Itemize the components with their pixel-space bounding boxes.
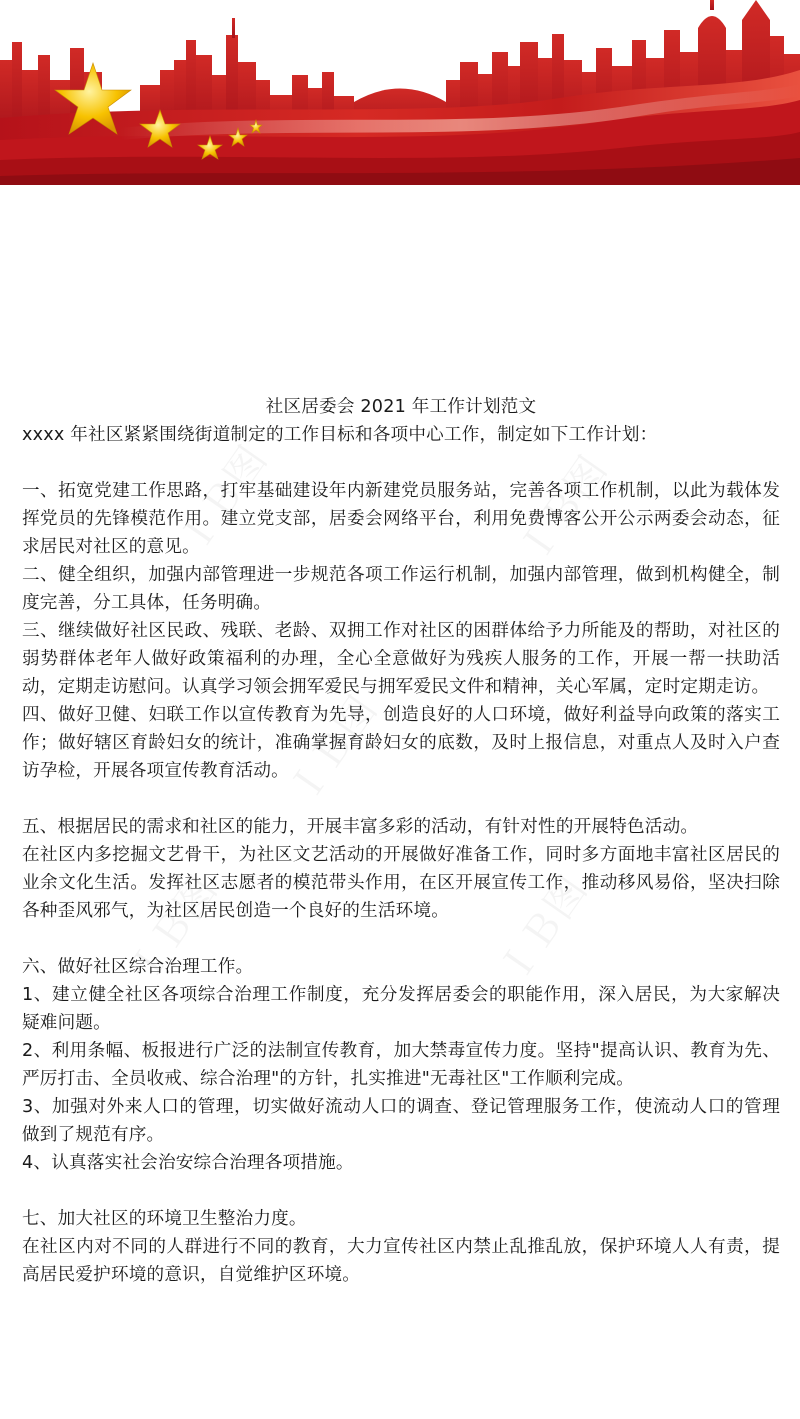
section-4-paragraph: 四、做好卫健、妇联工作以宣传教育为先导，创造良好的人口环境，做好利益导向政策的落实工作；做好辖区育龄妇女的统计，准确掌握育龄妇女的底数，及时上报信息，对重点人及时入户查访孕检，开展各项宣传教育活动。 <box>22 705 780 781</box>
section-6-item-4: 4、认真落实社会治安综合治理各项措施。 <box>22 1153 354 1173</box>
spacer <box>22 925 780 953</box>
ribbon-bands <box>0 70 800 185</box>
section-1-paragraph: 一、拓宽党建工作思路，打牢基础建设年内新建党员服务站，完善各项工作机制，以此为载体发挥党员的先锋模范作用。建立党支部，居委会网络平台，利用免费博客公开公示两委会动态，征求居民对社区的意见。 <box>22 481 780 557</box>
spacer <box>22 449 780 477</box>
intro-paragraph: xxxx 年社区紧紧围绕街道制定的工作目标和各项中心工作，制定如下工作计划： <box>22 425 658 445</box>
section-5-heading: 五、根据居民的需求和社区的能力，开展丰富多彩的活动，有针对性的开展特色活动。 <box>22 817 699 837</box>
spacer <box>22 1177 780 1205</box>
city-skyline-banner-graphic <box>0 0 800 185</box>
spacer <box>22 785 780 813</box>
document-body <box>22 393 780 1289</box>
section-2-paragraph: 二、健全组织，加强内部管理进一步规范各项工作运行机制，加强内部管理，做到机构健全，制度完善，分工具体，任务明确。 <box>22 565 780 613</box>
header-banner <box>0 0 800 185</box>
section-6-item-1: 1、建立健全社区各项综合治理工作制度，充分发挥居委会的职能作用，深入居民，为大家解决疑难问题。 <box>22 985 780 1033</box>
section-6-item-3: 3、加强对外来人口的管理，切实做好流动人口的调查、登记管理服务工作，使流动人口的管理做到了规范有序。 <box>22 1097 780 1145</box>
section-6-item-2: 2、利用条幅、板报进行广泛的法制宣传教育，加大禁毒宣传力度。坚持"提高认识、教育为先、严厉打击、全员收戒、综合治理"的方针，扎实推进"无毒社区"工作顺利完成。 <box>22 1041 780 1089</box>
section-6-heading: 六、做好社区综合治理工作。 <box>22 957 254 977</box>
section-5-body: 在社区内多挖掘文艺骨干，为社区文艺活动的开展做好准备工作，同时多方面地丰富社区居民的业余文化生活。发挥社区志愿者的模范带头作用，在区开展宣传工作，推动移风易俗，坚决扫除各种歪风邪气，为社区居民创造一个良好的生活环境。 <box>22 845 780 921</box>
section-7-body: 在社区内对不同的人群进行不同的教育，大力宣传社区内禁止乱推乱放，保护环境人人有责，提高居民爱护环境的意识，自觉维护区环境。 <box>22 1237 780 1285</box>
section-7-heading: 七、加大社区的环境卫生整治力度。 <box>22 1209 307 1229</box>
section-3-paragraph: 三、继续做好社区民政、残联、老龄、双拥工作对社区的困群体给予力所能及的帮助，对社区的弱势群体老年人做好政策福利的办理，全心全意做好为残疾人服务的工作，开展一帮一扶助活动，定期走访慰问。认真学习领会拥军爱民与拥军爱民文件和精神，关心军属，定时定期走访。 <box>22 621 780 697</box>
document-title: 社区居委会 2021 年工作计划范文 <box>265 397 537 417</box>
